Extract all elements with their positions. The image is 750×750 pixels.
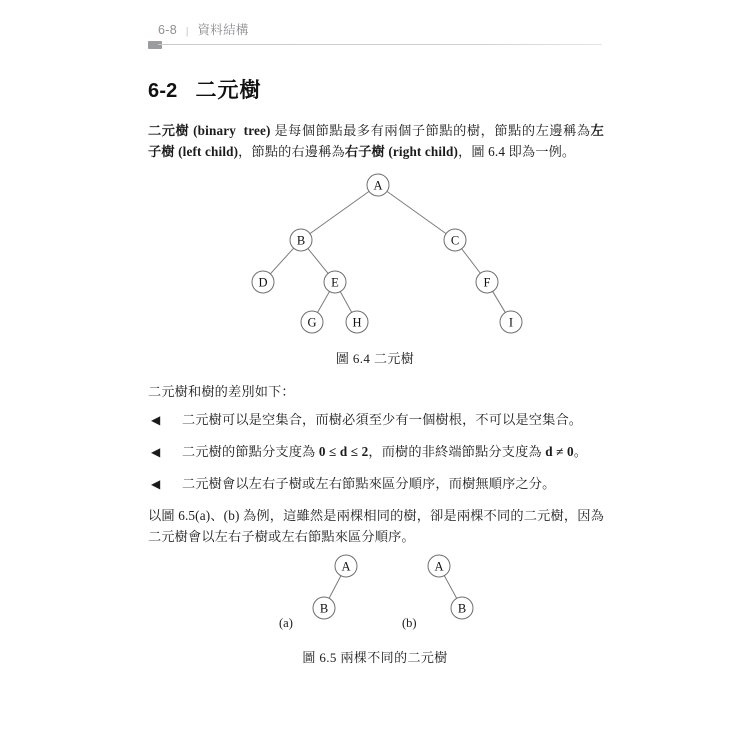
tree-edge (493, 291, 506, 312)
tree-node-label: B (319, 601, 329, 616)
tree-node-label: A (434, 559, 444, 574)
list-item (148, 474, 608, 506)
tree-edge (308, 249, 328, 274)
differences-intro-paragraph: 二元樹和樹的差別如下： (148, 384, 295, 399)
figure-6-5-explanation-paragraph: 以圖 6.5(a)、(b) 為例，這雖然是兩棵相同的樹，卻是兩棵不同的二元樹，因為二元樹會以左右子樹或左右節點來區分順序。 (148, 508, 604, 544)
section-title-text: 二元樹 (195, 79, 262, 102)
list-item-text: 二元樹的節點分支度為 0 ≤ d ≤ 2，而樹的非終端節點分支度為 d ≠ 0。 (182, 444, 588, 459)
header-separator: | (185, 25, 189, 37)
triangle-bullet-icon: ◀ (151, 445, 161, 459)
tree-node (367, 174, 389, 196)
tree-edge (310, 191, 369, 233)
list-item (148, 442, 608, 474)
subfigure-label-a: (a) (279, 616, 293, 630)
figure-6-4 (0, 160, 750, 350)
running-header (158, 20, 249, 38)
triangle-bullet-icon: ◀ (151, 477, 161, 491)
tree-node (324, 271, 346, 293)
tree-node (451, 597, 473, 619)
tree-node-label: A (341, 559, 351, 574)
differences-bullet-list (148, 410, 608, 506)
figure-6-5-nodes (313, 555, 473, 619)
subfigure-label-b: (b) (402, 616, 417, 630)
section-number: 6-2 (148, 80, 178, 102)
figure-6-4-edges (270, 191, 505, 312)
tree-node (290, 229, 312, 251)
tree-node (444, 229, 466, 251)
figure-6-5-caption: 圖 6.5 兩棵不同的二元樹 (302, 650, 448, 665)
tree-node-label: G (307, 315, 317, 330)
list-item-text: 二元樹可以是空集合，而樹必須至少有一個樹根，不可以是空集合。 (182, 412, 583, 427)
tree-edge (444, 576, 456, 599)
figure-6-4-nodes (252, 174, 522, 333)
tree-edge (270, 248, 293, 274)
tree-node-label: A (373, 178, 383, 193)
tree-node-label: B (457, 601, 467, 616)
figure-6-4-graphic (0, 160, 750, 350)
tree-node-label: E (331, 275, 339, 290)
tree-node (346, 311, 368, 333)
figure-6-4-caption: 圖 6.4 二元樹 (335, 351, 415, 366)
list-item (148, 410, 608, 442)
tree-node (335, 555, 357, 577)
tree-node-label: B (296, 233, 306, 248)
tree-node (313, 597, 335, 619)
tree-node-label: C (450, 233, 460, 248)
tree-node (428, 555, 450, 577)
header-rule (158, 44, 602, 45)
tree-node-label: F (483, 275, 491, 290)
section-heading (148, 74, 262, 104)
tree-node-label: I (508, 315, 514, 330)
figure-6-5-edges (329, 576, 457, 599)
tree-node-label: D (258, 275, 268, 290)
intro-paragraph: 二元樹 (binary tree) 是每個節點最多有兩個子節點的樹，節點的左邊稱為左子樹 (left child)，節點的右邊稱為右子樹 (right child)，圖 6.4 即為一例。 (148, 123, 604, 159)
tree-edge (329, 576, 341, 599)
tree-edge (317, 292, 329, 313)
tree-edge (340, 292, 351, 313)
tree-node (252, 271, 274, 293)
book-title: 資料結構 (197, 23, 249, 37)
triangle-bullet-icon: ◀ (151, 413, 161, 427)
tree-edge (462, 249, 481, 274)
page-folio: 6-8 (158, 23, 177, 37)
tree-node (500, 311, 522, 333)
tree-edge (387, 191, 446, 233)
figure-6-5 (0, 548, 750, 640)
tree-node-label: H (352, 315, 362, 330)
list-item-text: 二元樹會以左右子樹或左右節點來區分順序，而樹無順序之分。 (182, 476, 556, 491)
tree-node (301, 311, 323, 333)
tree-node (476, 271, 498, 293)
figure-6-5-graphic (0, 548, 750, 640)
